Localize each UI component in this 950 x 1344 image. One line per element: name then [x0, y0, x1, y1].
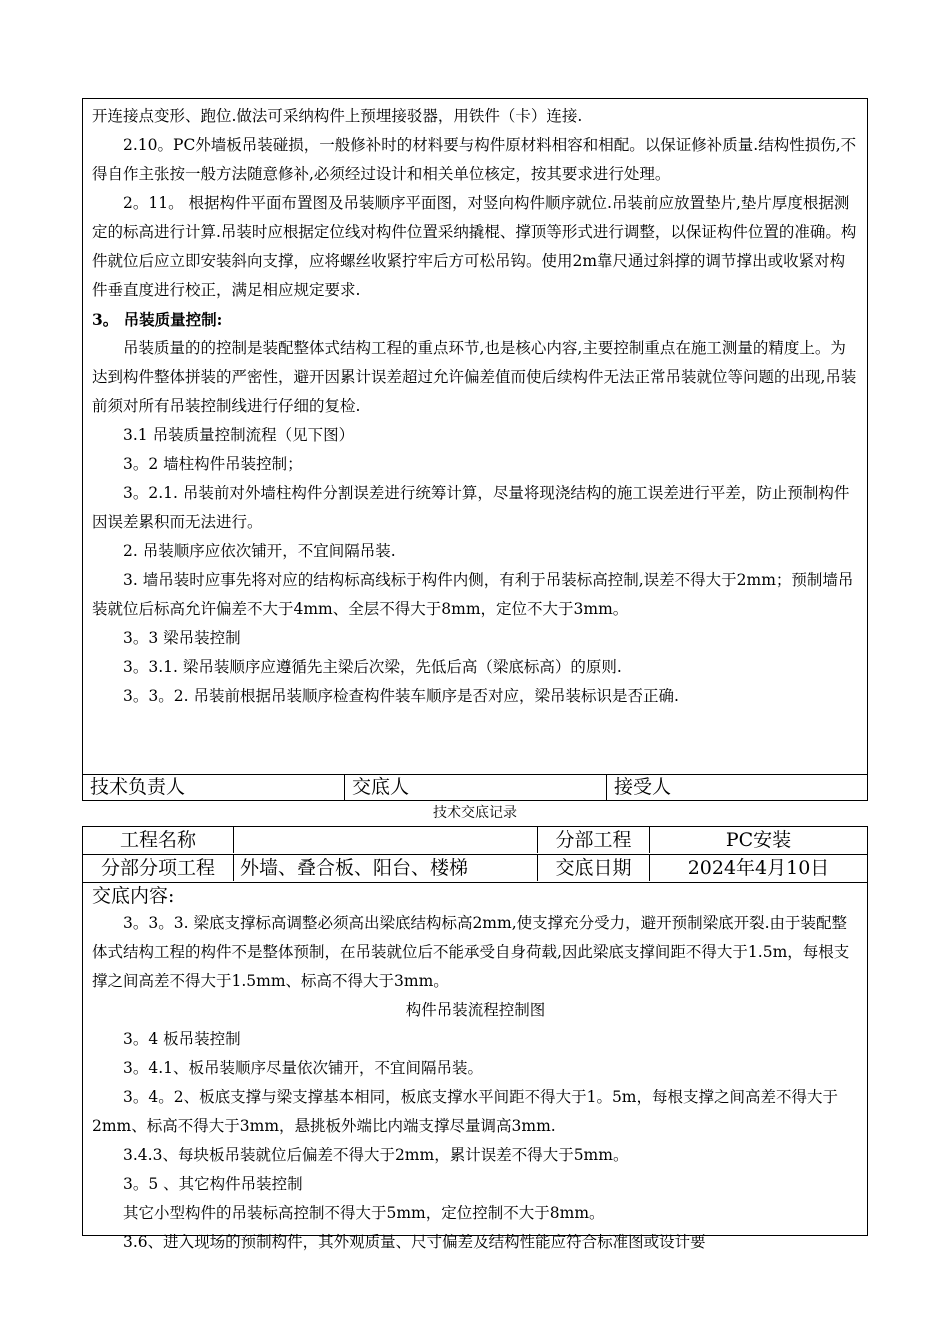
content-label: 交底内容:	[92, 885, 175, 907]
paragraph: 3。3 梁吊装控制	[123, 629, 241, 647]
disclosure-record-table	[82, 826, 868, 1251]
paragraph: 2。11。 根据构件平面布置图及吊装顺序平面图，对竖向构件顺序就位.吊装前应放置垫片,垫片厚度根据测定的标高进行计算.吊装时应根据定位线对构件位置采纳撬棍、撑顶等形式进行调整，以保证构件位置的准确。构件就位后应立即安装斜向支撑，应将螺丝收紧拧牢后方可松吊钩。使用2m靠尺通过斜撑的调节撑出或收紧对构件垂直度进行校正，满足相应规定要求.	[92, 194, 857, 299]
paragraph: 3。5 、其它构件吊装控制	[123, 1175, 303, 1193]
paragraph: 开连接点变形、跑位.做法可采纳构件上预埋接驳器，用铁件（卡）连接.	[92, 107, 583, 125]
division-value: PC安装	[725, 829, 792, 851]
paragraph: 3.4.3、每块板吊装就位后偏差不得大于2mm，累计误差不得大于5mm。	[123, 1146, 629, 1164]
project-name-label: 工程名称	[83, 827, 234, 853]
tech-lead-cell: 技术负责人	[83, 775, 345, 800]
signature-row	[83, 774, 867, 800]
paragraph: 2. 吊装顺序应依次铺开，不宜间隔吊装.	[123, 542, 396, 560]
paragraph: 3。2.1. 吊装前对外墙柱构件分割误差进行统筹计算，尽量将现浇结构的施工误差进行平差，防止预制构件因误差累积而无法进行。	[92, 484, 850, 531]
paragraph: 2.10。PC外墙板吊装碰损，一般修补时的材料要与构件原材料相容和相配。以保证修补质量.结构性损伤,不得自作主张按一般方法随意修补,必须经过设计和相关单位核定，按其要求进行处理。	[92, 136, 857, 183]
record-title: 技术交底记录	[433, 805, 517, 821]
subitem-label: 分部分项工程	[83, 855, 234, 881]
header-row-subitem	[83, 855, 867, 883]
disclosure-content-box-page1	[82, 98, 868, 801]
paragraph: 其它小型构件的吊装标高控制不得大于5mm，定位控制不大于8mm。	[123, 1204, 605, 1222]
section-heading: 3。 吊装质量控制:	[92, 310, 223, 329]
project-name-value	[234, 827, 538, 853]
handover-by-cell: 交底人	[345, 775, 607, 800]
paragraph: 3。3。2. 吊装前根据吊装顺序检查构件装车顺序是否对应，梁吊装标识是否正确.	[123, 687, 679, 705]
paragraph: 3。4。2、板底支撑与梁支撑基本相同，板底支撑水平间距不得大于1。5m，每根支撑之间高差不得大于2mm、标高不得大于3mm，悬挑板外端比内端支撑尽量调高3mm.	[92, 1088, 839, 1135]
paragraph: 3.1 吊装质量控制流程（见下图）	[123, 426, 355, 444]
receiver-cell: 接受人	[614, 776, 672, 798]
paragraph: 3。2 墙柱构件吊装控制；	[123, 455, 303, 473]
paragraph: 3。3.1. 梁吊装顺序应遵循先主梁后次梁，先低后高（梁底标高）的原则.	[123, 658, 622, 676]
paragraph: 3。4.1、板吊装顺序尽量依次铺开，不宜间隔吊装。	[123, 1059, 484, 1077]
division-label: 分部工程	[538, 827, 650, 853]
paragraph: 3. 墙吊装时应事先将对应的结构标高线标于构件内侧，有利于吊装标高控制,误差不得大于2mm；预制墙吊装就位后标高允许偏差不大于4mm、全层不得大于8mm，定位不大于3mm。	[92, 571, 854, 618]
paragraph: 3。4 板吊装控制	[123, 1030, 241, 1048]
subitem-value: 外墙、叠合板、阳台、楼梯	[234, 855, 538, 881]
figure-caption: 构件吊装流程控制图	[405, 1001, 546, 1019]
paragraph: 3。3。3. 梁底支撑标高调整必须高出梁底结构标高2mm,使支撑充分受力，避开预制梁底开裂.由于装配整体式结构工程的构件不是整体预制，在吊装就位后不能承受自身荷载,因此梁底支撑间距不得大于1.5m，每根支撑之间高差不得大于1.5mm、标高不得大于3mm。	[92, 914, 850, 990]
content-page1	[83, 99, 867, 711]
date-label: 交底日期	[538, 855, 650, 881]
date-value: 2024年4月10日	[687, 857, 830, 879]
content-page2	[83, 909, 867, 1257]
header-row-project	[83, 827, 867, 855]
paragraph: 吊装质量的的控制是装配整体式结构工程的重点环节,也是核心内容,主要控制重点在施工测量的精度上。为达到构件整体拼装的严密性，避开因累计误差超过允许偏差值而使后续构件无法正常吊装就位等问题的出现,吊装前须对所有吊装控制线进行仔细的复检.	[92, 339, 857, 415]
paragraph: 3.6、进入现场的预制构件，其外观质量、尺寸偏差及结构性能应符合标准图或设计要	[123, 1233, 706, 1251]
